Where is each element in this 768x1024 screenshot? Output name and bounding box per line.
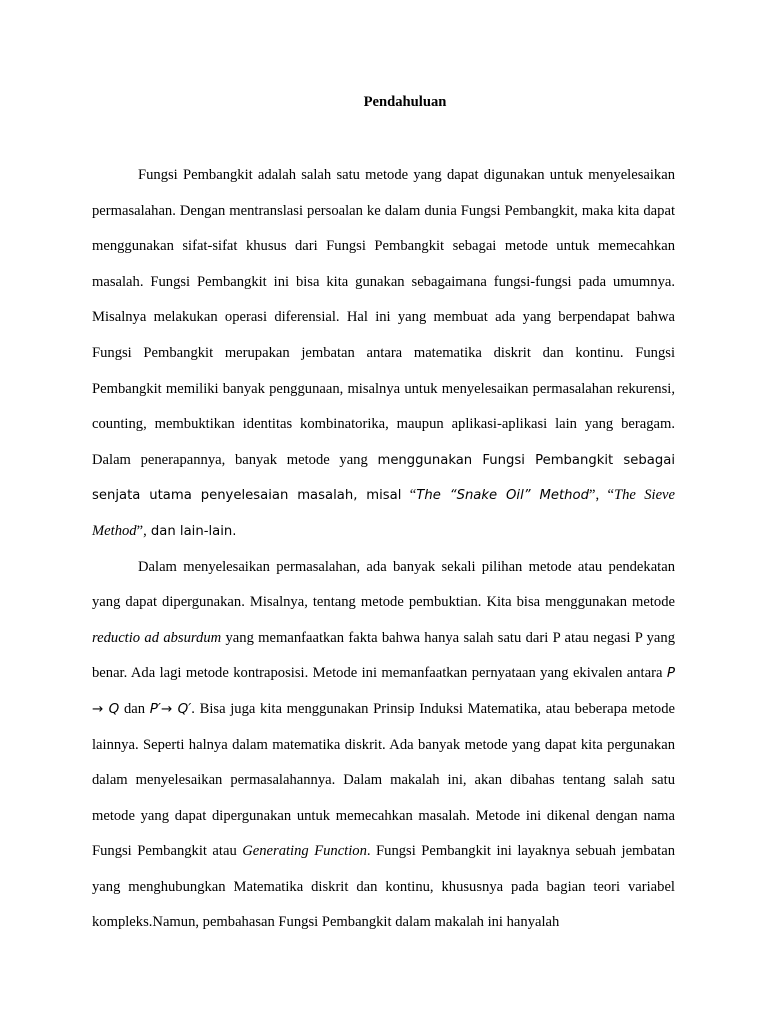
document-body <box>92 158 675 941</box>
paragraph-methods-part3: . Bisa juga kita menggunakan Prinsip Induksi Matematika, atau beberapa metode lainnya. Seperti halnya dalam matematika diskrit. Ada banyak metode yang dapat kita pergunakan dalam menyelesaikan permasalahannya. Dalam makalah ini, akan dibahas tentang salah satu metode yang dapat dipergunakan untuk memecahkan masalah. Metode ini dikenal dengan nama Fungsi Pembangkit atau <box>92 700 675 860</box>
page-title: Pendahuluan <box>363 94 447 110</box>
paragraph-intro-tail: menggunakan Fungsi Pembangkit sebagai senjata utama penyelesaian masalah, misal <box>92 452 675 504</box>
paragraph-intro-text: Fungsi Pembangkit adalah salah satu metode yang dapat digunakan untuk menyelesaikan permasalahan. Dengan mentranslasi persoalan ke dalam dunia Fungsi Pembangkit, maka kita dapat menggunakan sifat-sifat khusus dari Fungsi Pembangkit sebagai metode untuk memecahkan masalah. Fungsi Pembangkit ini bisa kita gunakan sebagaimana fungsi-fungsi pada umumnya. Misalnya melakukan operasi diferensial. Hal ini yang membuat ada yang berpendapat bahwa Fungsi Pembangkit merupakan jembatan antara matematika diskrit dan kontinu. Fungsi Pembangkit memiliki banyak penggunaan, misalnya untuk menyelesaikan permasalahan rekurensi, counting, membuktikan identitas kombinatorika, maupun aplikasi-aplikasi lain yang beragam. Dalam penerapannya, banyak metode yang <box>92 167 675 468</box>
quote-close: ”, <box>136 522 147 539</box>
math-p: P <box>666 665 675 682</box>
implies-arrow: → <box>92 700 109 717</box>
method-sieve: The Sieve Method <box>92 487 675 539</box>
math-q-prime: Q′ <box>177 700 192 717</box>
paragraph-intro <box>92 158 675 550</box>
method-snake-oil: The “Snake Oil” Method <box>416 488 589 504</box>
paragraph-methods <box>92 550 675 942</box>
quote-separator: ”, “ <box>588 487 614 504</box>
term-generating-function: Generating Function <box>242 843 367 860</box>
paragraph-methods-part4: . Fungsi Pembangkit ini layaknya sebuah jembatan yang menghubungkan Matematika diskrit dan kontinu, khususnya pada bagian teori variabel kompleks.Namun, pembahasan Fungsi Pembangkit dalam makalah ini hanyalah <box>92 843 676 931</box>
paragraph-methods-part2: yang memanfaatkan fakta bahwa hanya salah satu dari P atau negasi P yang benar. Ada lagi metode kontraposisi. Metode ini memanfaatkan pernyataan yang ekivalen antara <box>92 629 675 682</box>
conjunction-dan: dan <box>119 700 150 717</box>
quote-open: “ <box>401 487 417 504</box>
math-q: Q <box>108 700 120 717</box>
implies-arrow-2: → <box>160 700 178 717</box>
paragraph-methods-part1: Dalam menyelesaikan permasalahan, ada banyak sekali pilihan metode atau pendekatan yang dapat dipergunakan. Misalnya, tentang metode pembuktian. Kita bisa menggunakan metode <box>92 558 675 611</box>
paragraph-intro-ending: dan lain-lain. <box>146 523 237 539</box>
term-reductio: reductio ad absurdum <box>92 629 222 646</box>
math-p-prime: P′ <box>149 700 161 717</box>
